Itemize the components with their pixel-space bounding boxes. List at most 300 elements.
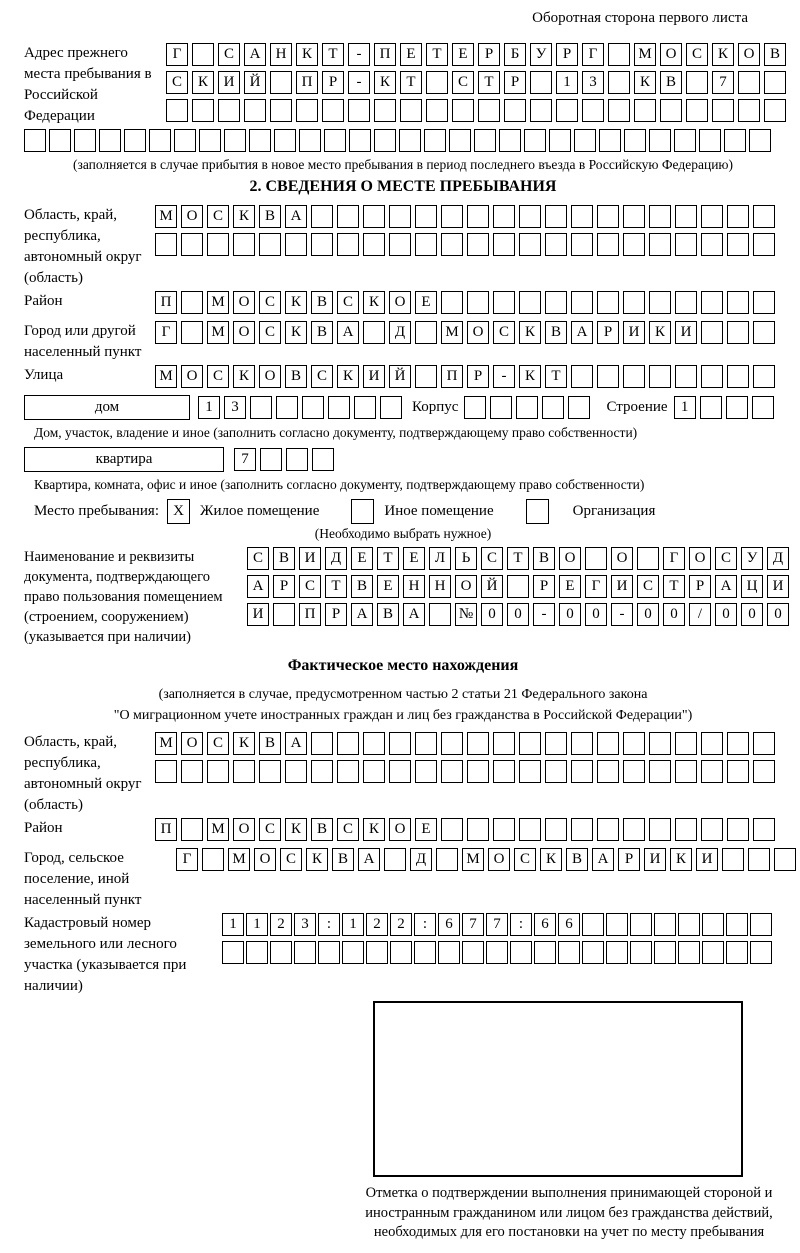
char-cell[interactable] (222, 941, 244, 964)
char-cell[interactable] (519, 732, 541, 755)
char-cell[interactable]: О (389, 291, 411, 314)
char-cell[interactable] (348, 99, 370, 122)
char-cell[interactable]: С (218, 43, 240, 66)
char-cell[interactable]: Г (166, 43, 188, 66)
char-cell[interactable] (181, 321, 203, 344)
char-cell[interactable] (478, 99, 500, 122)
char-cell[interactable] (322, 99, 344, 122)
char-cell[interactable] (608, 71, 630, 94)
char-cell[interactable] (774, 848, 796, 871)
char-cell[interactable]: А (285, 205, 307, 228)
char-cell[interactable]: С (637, 575, 659, 598)
char-cell[interactable]: 0 (741, 603, 763, 626)
char-cell[interactable]: В (273, 547, 295, 570)
char-cell[interactable] (311, 760, 333, 783)
char-cell[interactable] (276, 396, 298, 419)
char-cell[interactable] (597, 291, 619, 314)
char-cell[interactable] (462, 941, 484, 964)
actual-region-row-2[interactable] (155, 760, 775, 783)
char-cell[interactable]: 1 (222, 913, 244, 936)
char-cell[interactable] (623, 291, 645, 314)
char-cell[interactable] (99, 129, 121, 152)
char-cell[interactable] (701, 321, 723, 344)
ownership-doc-row-3[interactable] (247, 603, 789, 626)
organization-checkbox[interactable] (526, 499, 549, 524)
char-cell[interactable]: С (452, 71, 474, 94)
char-cell[interactable] (701, 760, 723, 783)
char-cell[interactable] (597, 760, 619, 783)
char-cell[interactable]: Е (559, 575, 581, 598)
char-cell[interactable]: О (259, 365, 281, 388)
char-cell[interactable] (678, 941, 700, 964)
char-cell[interactable] (545, 233, 567, 256)
char-cell[interactable] (727, 291, 749, 314)
char-cell[interactable]: 1 (342, 913, 364, 936)
char-cell[interactable] (675, 818, 697, 841)
char-cell[interactable] (24, 129, 46, 152)
char-cell[interactable]: О (181, 205, 203, 228)
char-cell[interactable] (519, 818, 541, 841)
char-cell[interactable] (324, 129, 346, 152)
char-cell[interactable] (155, 233, 177, 256)
char-cell[interactable]: Й (481, 575, 503, 598)
char-cell[interactable]: С (259, 291, 281, 314)
char-cell[interactable] (384, 848, 406, 871)
char-cell[interactable] (519, 233, 541, 256)
char-cell[interactable] (399, 129, 421, 152)
char-cell[interactable]: А (403, 603, 425, 626)
char-cell[interactable] (452, 99, 474, 122)
char-cell[interactable]: Т (545, 365, 567, 388)
char-cell[interactable]: Е (403, 547, 425, 570)
char-cell[interactable] (441, 818, 463, 841)
char-cell[interactable]: О (389, 818, 411, 841)
char-cell[interactable] (738, 99, 760, 122)
char-cell[interactable]: С (166, 71, 188, 94)
char-cell[interactable] (389, 732, 411, 755)
char-cell[interactable]: - (348, 43, 370, 66)
char-cell[interactable] (415, 233, 437, 256)
char-cell[interactable] (701, 732, 723, 755)
char-cell[interactable]: С (337, 291, 359, 314)
char-cell[interactable]: А (337, 321, 359, 344)
char-cell[interactable] (426, 71, 448, 94)
char-cell[interactable] (74, 129, 96, 152)
char-cell[interactable] (426, 99, 448, 122)
char-cell[interactable] (749, 129, 771, 152)
char-cell[interactable]: С (247, 547, 269, 570)
char-cell[interactable]: В (660, 71, 682, 94)
prev-address-row-2[interactable] (166, 71, 786, 94)
char-cell[interactable] (246, 941, 268, 964)
char-cell[interactable] (207, 760, 229, 783)
char-cell[interactable] (524, 129, 546, 152)
char-cell[interactable] (299, 129, 321, 152)
char-cell[interactable]: А (571, 321, 593, 344)
char-cell[interactable]: Р (322, 71, 344, 94)
char-cell[interactable] (349, 129, 371, 152)
char-cell[interactable]: М (207, 321, 229, 344)
char-cell[interactable]: В (545, 321, 567, 344)
char-cell[interactable]: 7 (712, 71, 734, 94)
char-cell[interactable] (296, 99, 318, 122)
char-cell[interactable]: Т (322, 43, 344, 66)
char-cell[interactable] (366, 941, 388, 964)
char-cell[interactable] (597, 233, 619, 256)
char-cell[interactable] (374, 129, 396, 152)
char-cell[interactable]: В (311, 291, 333, 314)
char-cell[interactable] (429, 603, 451, 626)
char-cell[interactable] (342, 941, 364, 964)
char-cell[interactable] (363, 732, 385, 755)
char-cell[interactable]: К (712, 43, 734, 66)
char-cell[interactable] (571, 291, 593, 314)
char-cell[interactable] (571, 760, 593, 783)
char-cell[interactable] (599, 129, 621, 152)
char-cell[interactable] (363, 233, 385, 256)
char-cell[interactable] (649, 760, 671, 783)
char-cell[interactable]: В (533, 547, 555, 570)
char-cell[interactable] (701, 365, 723, 388)
char-cell[interactable] (686, 99, 708, 122)
char-cell[interactable]: 7 (234, 448, 256, 471)
char-cell[interactable]: 0 (585, 603, 607, 626)
char-cell[interactable]: Д (389, 321, 411, 344)
char-cell[interactable] (510, 941, 532, 964)
char-cell[interactable] (328, 396, 350, 419)
char-cell[interactable] (467, 205, 489, 228)
char-cell[interactable] (449, 129, 471, 152)
char-cell[interactable] (493, 732, 515, 755)
char-cell[interactable] (649, 365, 671, 388)
char-cell[interactable]: К (363, 818, 385, 841)
char-cell[interactable] (389, 760, 411, 783)
char-cell[interactable]: В (311, 818, 333, 841)
char-cell[interactable] (702, 913, 724, 936)
char-cell[interactable]: 3 (294, 913, 316, 936)
char-cell[interactable] (582, 941, 604, 964)
char-cell[interactable]: К (285, 818, 307, 841)
char-cell[interactable]: 1 (246, 913, 268, 936)
char-cell[interactable]: Н (403, 575, 425, 598)
char-cell[interactable] (493, 205, 515, 228)
char-cell[interactable] (702, 941, 724, 964)
char-cell[interactable] (545, 291, 567, 314)
char-cell[interactable] (571, 233, 593, 256)
char-cell[interactable]: О (611, 547, 633, 570)
char-cell[interactable] (441, 732, 463, 755)
char-cell[interactable] (467, 818, 489, 841)
char-cell[interactable]: О (689, 547, 711, 570)
char-cell[interactable]: И (247, 603, 269, 626)
char-cell[interactable] (753, 291, 775, 314)
char-cell[interactable] (270, 99, 292, 122)
char-cell[interactable]: К (363, 291, 385, 314)
other-premises-checkbox[interactable] (351, 499, 374, 524)
char-cell[interactable] (753, 205, 775, 228)
char-cell[interactable]: С (207, 732, 229, 755)
char-cell[interactable] (181, 291, 203, 314)
char-cell[interactable] (233, 760, 255, 783)
char-cell[interactable] (337, 760, 359, 783)
char-cell[interactable] (753, 732, 775, 755)
char-cell[interactable]: 7 (462, 913, 484, 936)
char-cell[interactable]: С (207, 365, 229, 388)
char-cell[interactable] (441, 760, 463, 783)
char-cell[interactable]: О (233, 291, 255, 314)
char-cell[interactable] (623, 365, 645, 388)
char-cell[interactable] (493, 233, 515, 256)
char-cell[interactable]: Е (377, 575, 399, 598)
char-cell[interactable]: В (311, 321, 333, 344)
char-cell[interactable] (374, 99, 396, 122)
cadastral-row-2[interactable] (222, 941, 772, 964)
char-cell[interactable]: А (351, 603, 373, 626)
char-cell[interactable] (571, 818, 593, 841)
char-cell[interactable] (675, 233, 697, 256)
char-cell[interactable]: 0 (715, 603, 737, 626)
char-cell[interactable]: К (649, 321, 671, 344)
char-cell[interactable] (415, 205, 437, 228)
district-row[interactable] (155, 291, 775, 314)
char-cell[interactable] (493, 818, 515, 841)
char-cell[interactable]: № (455, 603, 477, 626)
char-cell[interactable] (750, 941, 772, 964)
char-cell[interactable]: К (540, 848, 562, 871)
char-cell[interactable]: Й (389, 365, 411, 388)
char-cell[interactable]: М (462, 848, 484, 871)
char-cell[interactable] (337, 732, 359, 755)
char-cell[interactable]: В (259, 732, 281, 755)
char-cell[interactable]: И (299, 547, 321, 570)
char-cell[interactable] (701, 291, 723, 314)
char-cell[interactable]: 0 (507, 603, 529, 626)
char-cell[interactable] (250, 396, 272, 419)
region-row-1[interactable] (155, 205, 775, 228)
char-cell[interactable] (727, 205, 749, 228)
char-cell[interactable]: - (348, 71, 370, 94)
char-cell[interactable]: М (228, 848, 250, 871)
char-cell[interactable] (249, 129, 271, 152)
char-cell[interactable] (270, 941, 292, 964)
char-cell[interactable] (504, 99, 526, 122)
char-cell[interactable] (380, 396, 402, 419)
char-cell[interactable]: 6 (558, 913, 580, 936)
prev-address-row-3[interactable] (166, 99, 786, 122)
char-cell[interactable]: К (285, 291, 307, 314)
char-cell[interactable] (441, 291, 463, 314)
char-cell[interactable]: С (299, 575, 321, 598)
char-cell[interactable] (701, 818, 723, 841)
char-cell[interactable] (415, 365, 437, 388)
prev-address-row-4[interactable] (24, 129, 782, 152)
char-cell[interactable] (438, 941, 460, 964)
char-cell[interactable] (660, 99, 682, 122)
char-cell[interactable] (686, 71, 708, 94)
char-cell[interactable] (474, 129, 496, 152)
char-cell[interactable]: Г (176, 848, 198, 871)
char-cell[interactable] (467, 291, 489, 314)
char-cell[interactable] (259, 760, 281, 783)
char-cell[interactable]: О (233, 321, 255, 344)
char-cell[interactable] (260, 448, 282, 471)
char-cell[interactable]: В (332, 848, 354, 871)
char-cell[interactable] (285, 760, 307, 783)
char-cell[interactable]: / (689, 603, 711, 626)
char-cell[interactable] (415, 732, 437, 755)
char-cell[interactable] (727, 732, 749, 755)
char-cell[interactable]: Г (155, 321, 177, 344)
char-cell[interactable]: С (481, 547, 503, 570)
char-cell[interactable] (493, 760, 515, 783)
char-cell[interactable] (545, 205, 567, 228)
char-cell[interactable] (181, 760, 203, 783)
char-cell[interactable]: М (155, 205, 177, 228)
char-cell[interactable] (558, 941, 580, 964)
char-cell[interactable] (149, 129, 171, 152)
char-cell[interactable] (545, 732, 567, 755)
char-cell[interactable]: Г (585, 575, 607, 598)
char-cell[interactable]: Т (426, 43, 448, 66)
char-cell[interactable] (608, 99, 630, 122)
char-cell[interactable] (630, 941, 652, 964)
char-cell[interactable]: М (155, 365, 177, 388)
char-cell[interactable] (414, 941, 436, 964)
char-cell[interactable]: К (233, 365, 255, 388)
char-cell[interactable]: Г (663, 547, 685, 570)
char-cell[interactable]: В (566, 848, 588, 871)
char-cell[interactable]: А (715, 575, 737, 598)
char-cell[interactable]: О (488, 848, 510, 871)
char-cell[interactable] (727, 233, 749, 256)
residential-checkbox[interactable]: X (167, 499, 190, 524)
char-cell[interactable] (354, 396, 376, 419)
char-cell[interactable]: У (741, 547, 763, 570)
char-cell[interactable]: Р (618, 848, 640, 871)
char-cell[interactable]: О (467, 321, 489, 344)
char-cell[interactable] (634, 99, 656, 122)
char-cell[interactable]: А (358, 848, 380, 871)
char-cell[interactable] (748, 848, 770, 871)
char-cell[interactable] (597, 205, 619, 228)
char-cell[interactable] (623, 818, 645, 841)
char-cell[interactable]: О (738, 43, 760, 66)
char-cell[interactable]: М (441, 321, 463, 344)
char-cell[interactable] (464, 396, 486, 419)
char-cell[interactable] (400, 99, 422, 122)
char-cell[interactable]: Р (689, 575, 711, 598)
char-cell[interactable]: Т (478, 71, 500, 94)
char-cell[interactable]: П (441, 365, 463, 388)
char-cell[interactable] (654, 941, 676, 964)
char-cell[interactable]: Д (767, 547, 789, 570)
char-cell[interactable]: С (493, 321, 515, 344)
char-cell[interactable] (181, 233, 203, 256)
char-cell[interactable] (726, 913, 748, 936)
char-cell[interactable]: - (533, 603, 555, 626)
char-cell[interactable]: С (514, 848, 536, 871)
char-cell[interactable] (441, 205, 463, 228)
char-cell[interactable]: Л (429, 547, 451, 570)
char-cell[interactable] (675, 732, 697, 755)
char-cell[interactable] (49, 129, 71, 152)
char-cell[interactable] (436, 848, 458, 871)
char-cell[interactable]: О (660, 43, 682, 66)
char-cell[interactable] (764, 99, 786, 122)
char-cell[interactable] (363, 321, 385, 344)
char-cell[interactable] (727, 818, 749, 841)
char-cell[interactable]: 2 (270, 913, 292, 936)
cadastral-row-1[interactable] (222, 913, 772, 936)
char-cell[interactable]: Е (452, 43, 474, 66)
char-cell[interactable] (311, 233, 333, 256)
char-cell[interactable] (585, 547, 607, 570)
char-cell[interactable] (259, 233, 281, 256)
char-cell[interactable] (192, 99, 214, 122)
char-cell[interactable]: К (192, 71, 214, 94)
char-cell[interactable] (568, 396, 590, 419)
char-cell[interactable]: И (696, 848, 718, 871)
char-cell[interactable] (608, 43, 630, 66)
char-cell[interactable]: С (686, 43, 708, 66)
char-cell[interactable]: 0 (481, 603, 503, 626)
char-cell[interactable] (199, 129, 221, 152)
char-cell[interactable] (273, 603, 295, 626)
char-cell[interactable] (207, 233, 229, 256)
char-cell[interactable] (499, 129, 521, 152)
char-cell[interactable] (571, 365, 593, 388)
char-cell[interactable]: Р (533, 575, 555, 598)
char-cell[interactable] (753, 818, 775, 841)
char-cell[interactable] (649, 818, 671, 841)
char-cell[interactable] (507, 575, 529, 598)
char-cell[interactable]: К (519, 321, 541, 344)
char-cell[interactable]: Р (325, 603, 347, 626)
char-cell[interactable]: А (285, 732, 307, 755)
char-cell[interactable]: Р (478, 43, 500, 66)
char-cell[interactable]: Ь (455, 547, 477, 570)
char-cell[interactable] (542, 396, 564, 419)
char-cell[interactable]: Р (504, 71, 526, 94)
char-cell[interactable] (270, 71, 292, 94)
char-cell[interactable] (649, 233, 671, 256)
char-cell[interactable]: К (296, 43, 318, 66)
char-cell[interactable] (534, 941, 556, 964)
char-cell[interactable]: Б (504, 43, 526, 66)
char-cell[interactable]: В (351, 575, 373, 598)
char-cell[interactable]: 3 (224, 396, 246, 419)
char-cell[interactable]: 6 (438, 913, 460, 936)
korpus-cells[interactable] (464, 396, 590, 419)
char-cell[interactable]: 7 (486, 913, 508, 936)
char-cell[interactable] (545, 760, 567, 783)
char-cell[interactable]: О (559, 547, 581, 570)
char-cell[interactable] (637, 547, 659, 570)
char-cell[interactable]: Н (429, 575, 451, 598)
char-cell[interactable] (286, 448, 308, 471)
char-cell[interactable]: И (611, 575, 633, 598)
char-cell[interactable] (712, 99, 734, 122)
char-cell[interactable] (181, 818, 203, 841)
city-row[interactable] (155, 321, 775, 344)
char-cell[interactable] (467, 732, 489, 755)
char-cell[interactable] (597, 365, 619, 388)
char-cell[interactable] (722, 848, 744, 871)
char-cell[interactable]: М (634, 43, 656, 66)
char-cell[interactable]: Р (273, 575, 295, 598)
char-cell[interactable]: К (233, 732, 255, 755)
char-cell[interactable]: 0 (559, 603, 581, 626)
